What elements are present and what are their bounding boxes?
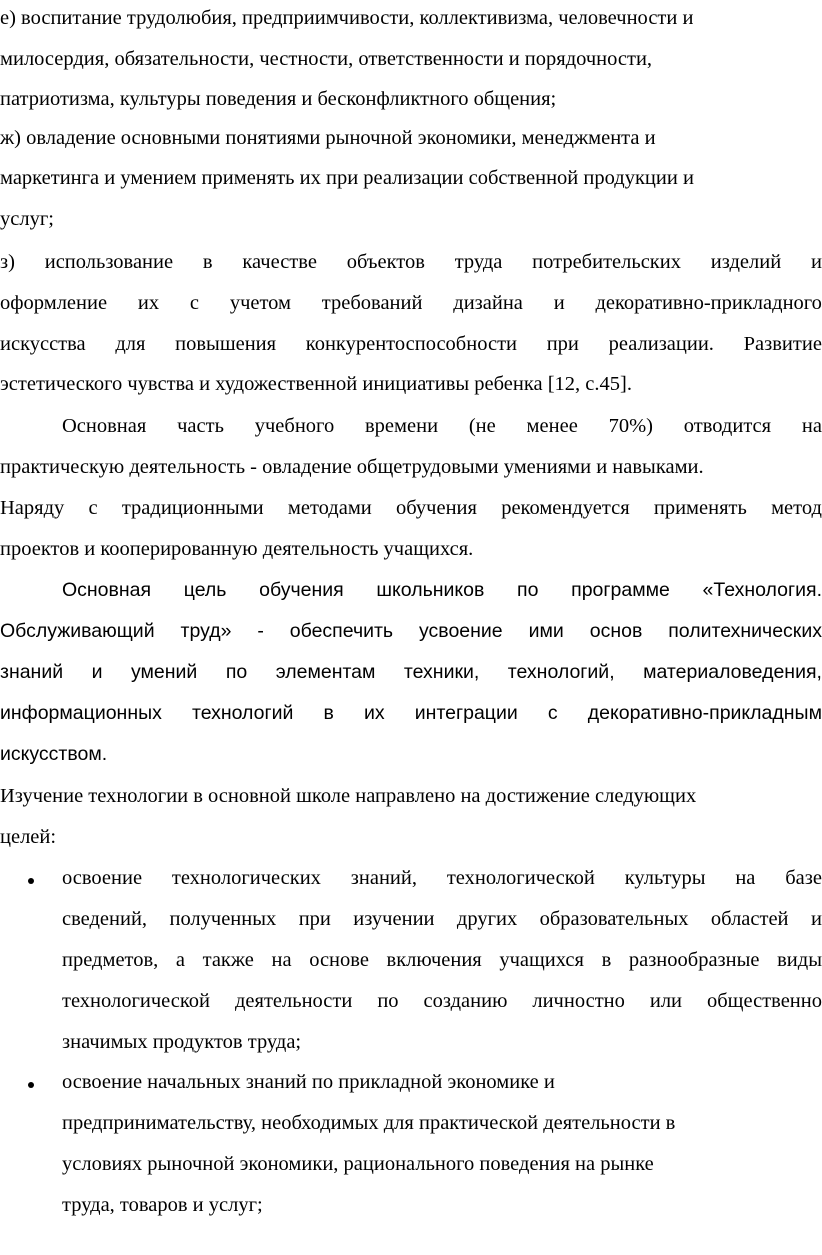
word: при xyxy=(298,908,331,930)
word: обучения xyxy=(396,497,477,519)
word: и xyxy=(91,661,103,683)
word: областей xyxy=(710,908,789,930)
word: искусства xyxy=(0,333,86,355)
word: разнообразные xyxy=(628,949,760,971)
word: изделий xyxy=(710,251,782,273)
item-z-line: эстетического чувства и художественной инициативы ребенка [12, с.45]. xyxy=(0,373,632,395)
main-time-line: проектов и кооперированную деятельность учащихся. xyxy=(0,538,474,560)
word: метод xyxy=(771,497,822,519)
word: с xyxy=(547,702,558,724)
word: на xyxy=(801,415,822,437)
item-e-line: патриотизма, культуры поведения и бесконфликтного общения; xyxy=(0,88,557,110)
word: материаловедения, xyxy=(643,661,822,683)
item-zh-line: услуг; xyxy=(0,208,54,230)
bullet-dot-icon xyxy=(28,878,34,884)
word: программе xyxy=(571,579,670,601)
word: 70%) xyxy=(608,415,653,437)
study-intro-line: Изучение технологии в основной школе направлено на достижение следующих xyxy=(0,785,697,807)
word: культуры xyxy=(624,867,706,889)
word: политехнических xyxy=(668,620,822,642)
word: освоение xyxy=(62,867,143,889)
word: для xyxy=(115,333,146,355)
word: и xyxy=(553,292,565,314)
word: школьников xyxy=(376,579,485,601)
word: знаний, xyxy=(350,867,417,889)
word: а xyxy=(175,949,186,971)
main-goal-line: искусством. xyxy=(0,743,108,765)
word: з) xyxy=(0,251,15,273)
word: обучения xyxy=(259,579,344,601)
word: менее xyxy=(526,415,578,437)
word: созданию xyxy=(423,990,508,1012)
word: по xyxy=(377,990,399,1012)
word: учащихся xyxy=(499,949,584,971)
main-goal-line xyxy=(0,617,822,645)
word: изучении xyxy=(353,908,435,930)
bullet-line xyxy=(62,864,822,892)
word: элементам xyxy=(275,661,376,683)
word: Основная xyxy=(62,415,147,437)
item-zh-line: маркетинга и умением применять их при реализации собственной продукции и xyxy=(0,167,694,189)
word: оформление xyxy=(0,292,108,314)
word: на xyxy=(271,949,292,971)
main-goal-line xyxy=(0,658,822,686)
word: при xyxy=(546,333,579,355)
word: в xyxy=(601,949,612,971)
word: традиционными xyxy=(121,497,264,519)
bullet-line xyxy=(62,987,822,1015)
word: также xyxy=(202,949,254,971)
word: труда xyxy=(454,251,503,273)
word: обеспечить xyxy=(289,620,394,642)
word: (не xyxy=(468,415,496,437)
word: технологий xyxy=(191,702,294,724)
bullet-dot-icon xyxy=(28,1082,34,1088)
word: реализации. xyxy=(608,333,714,355)
main-goal-line xyxy=(0,699,822,727)
word: и xyxy=(810,251,822,273)
word: учебного xyxy=(254,415,335,437)
word: и xyxy=(810,908,822,930)
bullet-line: условиях рыночной экономики, рационального поведения на рынке xyxy=(62,1153,654,1175)
word: конкурентоспособности xyxy=(305,333,517,355)
main-goal-line xyxy=(62,576,822,604)
word: объектов xyxy=(346,251,425,273)
word: техники, xyxy=(403,661,480,683)
word: или xyxy=(649,990,683,1012)
word: ими xyxy=(528,620,564,642)
word: других xyxy=(456,908,518,930)
word: декоративно-прикладным xyxy=(587,702,822,724)
word: основе xyxy=(309,949,369,971)
word: их xyxy=(137,292,160,314)
bullet-line: труда, товаров и услуг; xyxy=(62,1194,263,1216)
word: знаний xyxy=(0,661,64,683)
word: общественно xyxy=(707,990,822,1012)
word: полученных xyxy=(169,908,277,930)
word: технологических xyxy=(171,867,321,889)
word: сведений, xyxy=(62,908,148,930)
word: цель xyxy=(183,579,227,601)
item-z-line xyxy=(0,248,822,276)
word: технологической xyxy=(446,867,595,889)
word: интеграции xyxy=(414,702,518,724)
word: базе xyxy=(785,867,822,889)
bullet-line xyxy=(62,905,822,933)
word: отводится xyxy=(683,415,772,437)
word: предметов, xyxy=(62,949,159,971)
word: рекомендуется xyxy=(501,497,630,519)
word: декоративно-прикладного xyxy=(595,292,822,314)
word: Наряду xyxy=(0,497,65,519)
item-z-line xyxy=(0,289,822,317)
word: качестве xyxy=(242,251,317,273)
word: Развитие xyxy=(743,333,822,355)
word: применять xyxy=(653,497,747,519)
word: информационных xyxy=(0,702,162,724)
word: личностно xyxy=(532,990,625,1012)
word: основ xyxy=(589,620,643,642)
main-time-line: практическую деятельность - овладение общетрудовыми умениями и навыками. xyxy=(0,456,704,478)
word: деятельности xyxy=(234,990,353,1012)
word: в xyxy=(323,702,334,724)
word: на xyxy=(735,867,756,889)
bullet-line xyxy=(62,946,822,974)
word: требований xyxy=(321,292,423,314)
item-e-line: е) воспитание трудолюбия, предприимчивости, коллективизма, человечности и xyxy=(0,7,694,29)
word: использование xyxy=(44,251,174,273)
word: Обслуживающий xyxy=(0,620,155,642)
word: технологической xyxy=(62,990,211,1012)
word: усвоение xyxy=(419,620,503,642)
word: в xyxy=(202,251,213,273)
word: с xyxy=(189,292,200,314)
bullet-line: значимых продуктов труда; xyxy=(62,1031,302,1053)
word: часть xyxy=(177,415,224,437)
word: времени xyxy=(365,415,439,437)
word: - xyxy=(257,620,264,642)
word: «Технология. xyxy=(702,579,822,601)
bullet-line: освоение начальных знаний по прикладной экономике и xyxy=(62,1071,555,1093)
word: дизайна xyxy=(453,292,523,314)
word: потребительских xyxy=(532,251,681,273)
study-intro-line: целей: xyxy=(0,826,57,848)
word: методами xyxy=(287,497,372,519)
word: включения xyxy=(386,949,482,971)
item-e-line: милосердия, обязательности, честности, ответственности и порядочности, xyxy=(0,48,653,70)
item-z-line xyxy=(0,330,822,358)
word: с xyxy=(88,497,98,519)
word: умений xyxy=(130,661,198,683)
word: образовательных xyxy=(539,908,689,930)
word: учетом xyxy=(229,292,291,314)
word: труд» xyxy=(180,620,232,642)
main-time-line xyxy=(62,412,822,440)
word: по xyxy=(517,579,539,601)
main-time-line xyxy=(0,494,822,522)
bullet-line: предпринимательству, необходимых для практической деятельности в xyxy=(62,1112,676,1134)
word: повышения xyxy=(175,333,277,355)
word: виды xyxy=(777,949,822,971)
word: их xyxy=(364,702,385,724)
word: Основная xyxy=(62,579,152,601)
item-zh-line: ж) овладение основными понятиями рыночной экономики, менеджмента и xyxy=(0,127,656,149)
word: по xyxy=(225,661,248,683)
word: технологий, xyxy=(507,661,615,683)
